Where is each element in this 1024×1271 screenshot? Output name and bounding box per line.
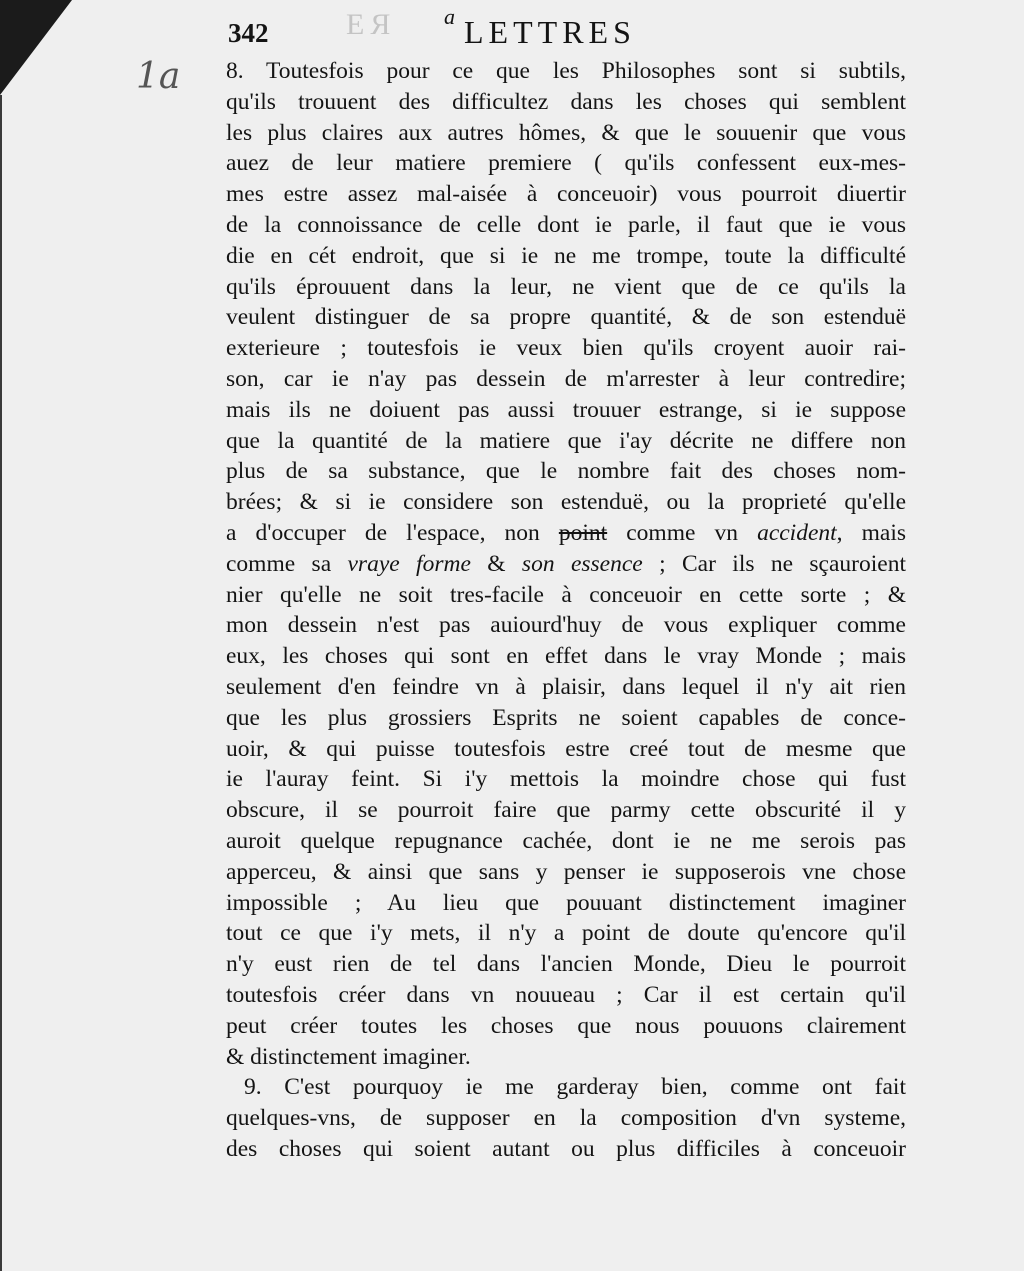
text-line: seulement d'en feindre vn à plaisir, dans lequel il n'y ait rien bbox=[226, 673, 906, 700]
handwritten-margin-note: 1a bbox=[136, 56, 181, 97]
paragraph-8 bbox=[226, 56, 906, 1072]
text-line: peut créer toutes les choses que nous pouuons clairement bbox=[226, 1012, 906, 1039]
text-line: uoir, & qui puisse toutesfois estre creé tout de mesme que bbox=[226, 735, 906, 762]
text-line: les plus claires aux autres hômes, & que le souuenir que vous bbox=[226, 119, 906, 146]
handwritten-insertion: a bbox=[444, 4, 455, 29]
text-line: que les plus grossiers Esprits ne soient capables de conce- bbox=[226, 704, 906, 731]
text-segment: , mais bbox=[836, 519, 907, 546]
text-line: eux, les choses qui sont en effet dans le vray Monde ; mais bbox=[226, 643, 906, 670]
text-line: apperceu, & ainsi que sans y penser ie supposerois vne chose bbox=[226, 858, 906, 885]
text-line: qu'ils éprouuent dans la leur, ne vient que de ce qu'ils la bbox=[226, 273, 906, 300]
page-edge bbox=[0, 95, 2, 1271]
text-line bbox=[226, 549, 906, 580]
struck-word: point bbox=[558, 519, 608, 546]
italic-term: vraye forme bbox=[347, 550, 471, 577]
text-line: obscure, il se pourroit faire que parmy cette obscurité il y bbox=[226, 797, 906, 824]
text-line: 9. C'est pourquoy ie me garderay bien, comme ont fait bbox=[244, 1074, 906, 1101]
text-line: exterieure ; toutesfois ie veux bien qu'ils croyent auoir rai- bbox=[226, 335, 906, 362]
text-line: quelques-vns, de supposer en la composition d'vn systeme, bbox=[226, 1105, 906, 1132]
text-line: die en cét endroit, que si ie ne me trompe, toute la difficulté bbox=[226, 242, 906, 269]
text-line: plus de sa substance, que le nombre fait des choses nom- bbox=[226, 458, 906, 485]
text-segment: & bbox=[487, 550, 506, 577]
bleed-through-text: ЕЯ bbox=[346, 8, 397, 41]
text-segment: comme vn bbox=[626, 519, 738, 546]
text-line: de la connoissance de celle dont ie parle, il faut que ie vous bbox=[226, 211, 906, 238]
text-line: toutesfois créer dans vn nouueau ; Car il est certain qu'il bbox=[226, 981, 906, 1008]
italic-term: son essence bbox=[521, 550, 643, 577]
text-line: ie l'auray feint. Si i'y mettois la moindre chose qui fust bbox=[226, 766, 906, 793]
text-line: mais ils ne doiuent pas aussi trouuer estrange, si ie suppose bbox=[226, 396, 906, 423]
text-line: veulent distinguer de sa propre quantité, & de son estenduë bbox=[226, 304, 906, 331]
text-segment: a d'occuper de l'espace, non bbox=[226, 519, 540, 546]
text-line: nier qu'elle ne soit tres-facile à conceuoir en cette sorte ; & bbox=[226, 581, 906, 608]
running-title: LETTRES bbox=[464, 14, 636, 50]
text-line: auroit quelque repugnance cachée, dont ie ne me serois pas bbox=[226, 827, 906, 854]
text-line: brées; & si ie considere son estenduë, ou la proprieté qu'elle bbox=[226, 489, 906, 516]
text-segment: ; Car ils ne sçauroient bbox=[659, 550, 906, 577]
text-line: son, car ie n'ay pas dessein de m'arrester à leur contredire; bbox=[226, 365, 906, 392]
text-line: des choses qui soient autant ou plus difficiles à conceuoir bbox=[226, 1135, 906, 1162]
page-header bbox=[226, 4, 906, 56]
text-line bbox=[226, 518, 906, 549]
text-line: mon dessein n'est pas auiourd'huy de vous expliquer comme bbox=[226, 612, 906, 639]
text-line: qu'ils trouuent des difficultez dans les choses qui semblent bbox=[226, 88, 906, 115]
italic-term: accident bbox=[757, 519, 837, 546]
text-segment: comme sa bbox=[226, 550, 332, 577]
text-line: & distinctement imaginer. bbox=[226, 1043, 471, 1070]
text-line: tout ce que i'y mets, il n'y a point de doute qu'encore qu'il bbox=[226, 920, 906, 947]
text-block bbox=[226, 4, 907, 1165]
text-line: que la quantité de la matiere que i'ay décrite ne differe non bbox=[226, 427, 906, 454]
page-number: 342 bbox=[228, 18, 269, 48]
paragraph-9 bbox=[226, 1072, 906, 1164]
dark-corner-shadow bbox=[0, 0, 72, 95]
text-line: impossible ; Au lieu que pouuant distinctement imaginer bbox=[226, 889, 906, 916]
text-line: n'y eust rien de tel dans l'ancien Monde, Dieu le pourroit bbox=[226, 951, 906, 978]
text-line: 8. Toutesfois pour ce que les Philosophes sont si subtils, bbox=[226, 58, 906, 84]
text-line: auez de leur matiere premiere ( qu'ils confessent eux-mes- bbox=[226, 150, 906, 177]
text-line: mes estre assez mal-aisée à conceuoir) vous pourroit diuertir bbox=[226, 181, 906, 208]
